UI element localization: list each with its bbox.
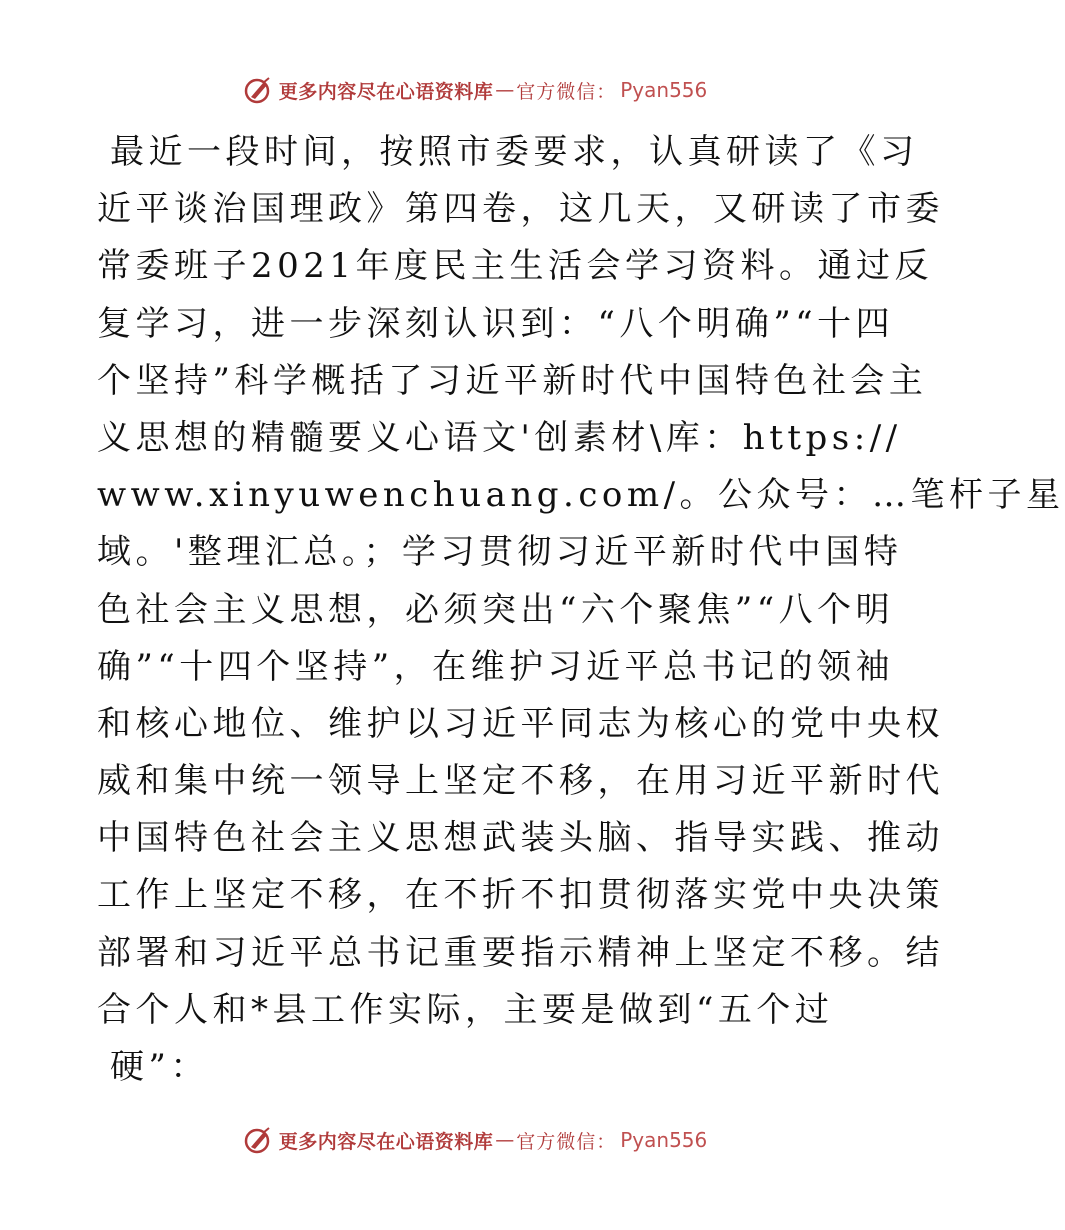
- body-line-11: 和核心地位、维护以习近平同志为核心的党中央权: [97, 703, 944, 744]
- body-line-13: 中国特色社会主义思想武装头脑、指导实践、推动: [97, 818, 944, 859]
- body-line-8: 域。'整理汇总。；学习贯彻习近平新时代中国特: [97, 532, 903, 573]
- footer-banner-dash: —: [495, 1129, 515, 1151]
- footer-banner: [0, 1120, 950, 1160]
- document-body: [97, 124, 1065, 1096]
- header-banner-dash: —: [495, 79, 515, 101]
- body-line-6: 义思想的精髓要义心语文'创素材\库：https://: [97, 417, 902, 458]
- body-line-16: 合个人和*县工作实际，主要是做到“五个过: [97, 989, 834, 1030]
- pen-circle-logo-icon: [243, 1125, 273, 1155]
- body-line-15: 部署和习近平总书记重要指示精神上坚定不移。结: [97, 932, 944, 973]
- body-line-3: 常委班子2021年度民主生活会学习资料。通过反: [97, 246, 934, 287]
- header-banner: [0, 70, 950, 110]
- body-line-14: 工作上坚定不移，在不折不扣贯彻落实党中央决策: [97, 875, 944, 916]
- body-line-10: 确”“十四个坚持”，在维护习近平总书记的领袖: [97, 646, 895, 687]
- body-line-17: 硬”：: [110, 1047, 209, 1087]
- footer-banner-wechat-label: 官方微信：: [516, 1130, 617, 1153]
- header-banner-wechat-id: Pyan556: [620, 78, 708, 102]
- body-line-7: www.xinyuwenchuang.com/。公众号：…笔杆子星: [97, 475, 1065, 516]
- body-line-12: 威和集中统一领导上坚定不移，在用习近平新时代: [97, 761, 944, 802]
- pen-circle-logo-icon: [243, 75, 273, 105]
- header-banner-text: 更多内容尽在心语资料库: [278, 80, 494, 103]
- body-line-1: 最近一段时间，按照市委要求，认真研读了《习: [110, 132, 919, 172]
- footer-banner-wechat-id: Pyan556: [620, 1128, 708, 1152]
- header-banner-wechat-label: 官方微信：: [516, 80, 617, 103]
- body-line-9: 色社会主义思想，必须突出“六个聚焦”“八个明: [97, 589, 895, 630]
- body-line-4: 复学习，进一步深刻认识到：“八个明确”“十四: [97, 303, 895, 344]
- body-line-2: 近平谈治国理政》第四卷，这几天，又研读了市委: [97, 189, 944, 230]
- body-line-5: 个坚持”科学概括了习近平新时代中国特色社会主: [97, 360, 928, 401]
- footer-banner-text: 更多内容尽在心语资料库: [278, 1130, 494, 1153]
